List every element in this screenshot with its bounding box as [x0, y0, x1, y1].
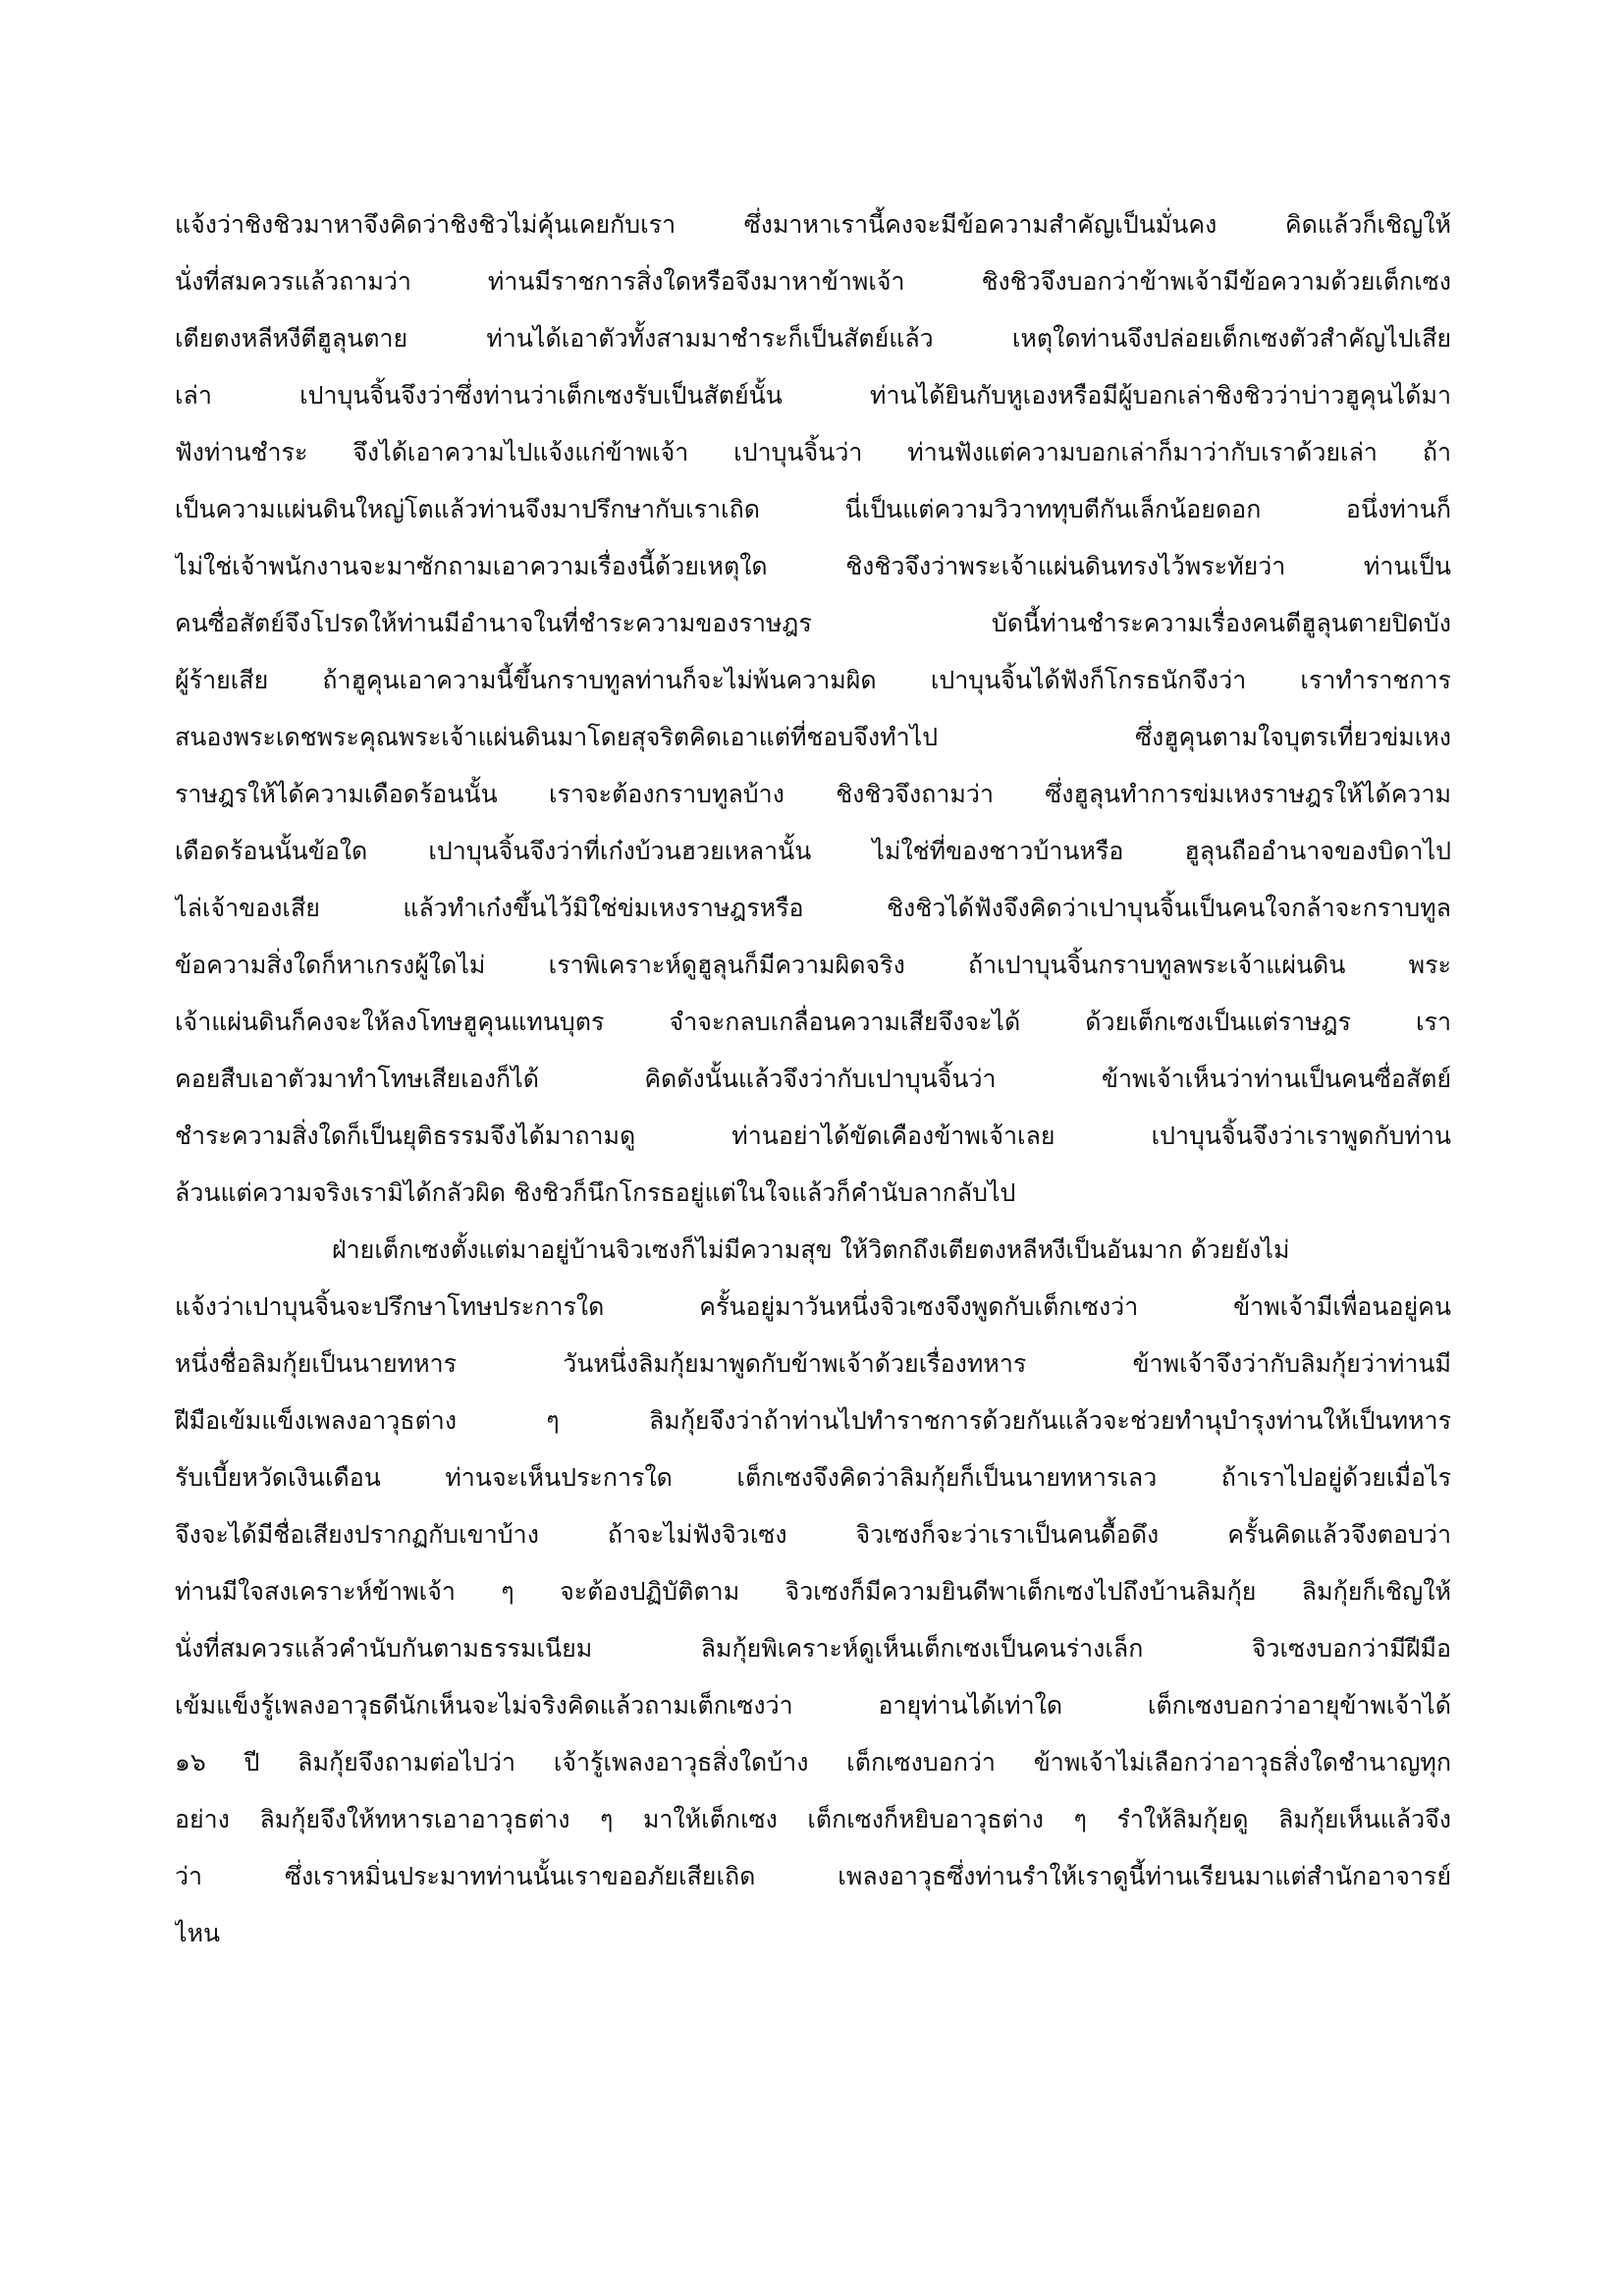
text-line: ชำระความสิ่งใดก็เป็นยุติธรรมจึงได้มาถามดู ท่านอย่าได้ขัดเคืองข้าพเจ้าเลย เปาบุนจิ้นจึงว่าเราพูดกับท่าน [175, 1121, 1451, 1150]
text-line: เข้มแข็งรู้เพลงอาวุธดีนักเห็นจะไม่จริงคิดแล้วถามเต็กเซงว่า อายุท่านได้เท่าใด เต็กเซงบอกว่าอายุข้าพเจ้าได้ [175, 1691, 1451, 1720]
text-line: ไล่เจ้าของเสีย แล้วทำเก๋งขึ้นไว้มิใช่ข่มเหงราษฎรหรือ ชิงชิวได้ฟังจึงคิดว่าเปาบุนจิ้นเป็นคนใจกล้าจะกราบทูล [175, 894, 1451, 922]
paragraph-end-line: ล้วนแต่ความจริงเรามิได้กลัวผิด ชิงชิวก็นึกโกรธอยู่แต่ในใจแล้วก็คำนับลากลับไป [175, 1178, 1016, 1207]
text-line: ไม่ใช่เจ้าพนักงานจะมาซักถามเอาความเรื่องนี้ด้วยเหตุใด ชิงชิวจึงว่าพระเจ้าแผ่นดินทรงไว้พระทัยว่า ท่านเป็น [175, 552, 1451, 580]
text-line: ผู้ร้ายเสีย ถ้าฮูคุนเอาความนี้ขึ้นกราบทูลท่านก็จะไม่พ้นความผิด เปาบุนจิ้นได้ฟังก็โกรธนักจึงว่า เราทำราชการ [175, 666, 1451, 694]
text-line: หนึ่งชื่อลิมกุ้ยเป็นนายทหาร วันหนึ่งลิมกุ้ยมาพูดกับข้าพเจ้าด้วยเรื่องทหาร ข้าพเจ้าจึงว่ากับลิมกุ้ยว่าท่านมี [175, 1349, 1451, 1378]
text-line: คนซื่อสัตย์จึงโปรดให้ท่านมีอำนาจในที่ชำระความของราษฎร บัดนี้ท่านชำระความเรื่องคนตีฮูลุนตายปิดบัง [175, 609, 1451, 637]
paragraph-end-line: ไหน [175, 1919, 221, 1947]
text-line: นั่งที่สมควรแล้วถามว่า ท่านมีราชการสิ่งใดหรือจึงมาหาข้าพเจ้า ชิงชิวจึงบอกว่าข้าพเจ้ามีข้อความด้วยเต็กเซง [175, 267, 1451, 296]
text-line: ราษฎรให้ได้ความเดือดร้อนนั้น เราจะต้องกราบทูลบ้าง ชิงชิวจึงถามว่า ซึ่งฮูลุนทำการข่มเหงราษฎรให้ได้ความ [175, 780, 1451, 808]
text-line: ว่า ซึ่งเราหมิ่นประมาทท่านนั้นเราขออภัยเสียเถิด เพลงอาวุธซึ่งท่านรำให้เราดูนี้ท่านเรียนมาแต่สำนักอาจารย์ [175, 1862, 1451, 1890]
text-line: จึงจะได้มีชื่อเสียงปรากฏกับเขาบ้าง ถ้าจะไม่ฟังจิวเซง จิวเซงก็จะว่าเราเป็นคนดื้อดึง ครั้นคิดแล้วจึงตอบว่า [175, 1520, 1451, 1549]
text-line: คอยสืบเอาตัวมาทำโทษเสียเองก็ได้ คิดดังนั้นแล้วจึงว่ากับเปาบุนจิ้นว่า ข้าพเจ้าเห็นว่าท่านเป็นคนซื่อสัตย์ [175, 1065, 1451, 1093]
text-line: เล่า เปาบุนจิ้นจึงว่าซึ่งท่านว่าเต็กเซงรับเป็นสัตย์นั้น ท่านได้ยินกับหูเองหรือมีผู้บอกเล่าชิงชิวว่าบ่าวฮูคุนได้มา [175, 381, 1451, 410]
text-line: ๑๖ ปี ลิมกุ้ยจึงถามต่อไปว่า เจ้ารู้เพลงอาวุธสิ่งใดบ้าง เต็กเซงบอกว่า ข้าพเจ้าไม่เลือกว่าอาวุธสิ่งใดชำนาญทุก [175, 1748, 1451, 1777]
text-line: ฝีมือเข้มแข็งเพลงอาวุธต่าง ๆ ลิมกุ้ยจึงว่าถ้าท่านไปทำราชการด้วยกันแล้วจะช่วยทำนุบำรุงท่านให้เป็นทหาร [175, 1406, 1451, 1435]
text-line: นั่งที่สมควรแล้วคำนับกันตามธรรมเนียม ลิมกุ้ยพิเคราะห์ดูเห็นเต็กเซงเป็นคนร่างเล็ก จิวเซงบอกว่ามีฝีมือ [175, 1634, 1451, 1663]
body-text [175, 196, 1451, 1962]
text-line: เดือดร้อนนั้นข้อใด เปาบุนจิ้นจึงว่าที่เก๋งบ้วนฮวยเหลานั้น ไม่ใช่ที่ของชาวบ้านหรือ ฮูลุนถืออำนาจของบิดาไป [175, 837, 1451, 865]
text-line: ฟังท่านชำระ จึงได้เอาความไปแจ้งแก่ข้าพเจ้า เปาบุนจิ้นว่า ท่านฟังแต่ความบอกเล่าก็มาว่ากับเราด้วยเล่า ถ้า [175, 438, 1451, 466]
text-line: อย่าง ลิมกุ้ยจึงให้ทหารเอาอาวุธต่าง ๆ มาให้เต็กเซง เต็กเซงก็หยิบอาวุธต่าง ๆ รำให้ลิมกุ้ยดู ลิมกุ้ยเห็นแล้วจึง [175, 1805, 1451, 1833]
text-line: ท่านมีใจสงเคราะห์ข้าพเจ้า ๆ จะต้องปฏิบัติตาม จิวเซงก็มีความยินดีพาเต็กเซงไปถึงบ้านลิมกุ้ย ลิมกุ้ยก็เชิญให้ [175, 1577, 1451, 1606]
text-line: แจ้งว่าเปาบุนจิ้นจะปรึกษาโทษประการใด ครั้นอยู่มาวันหนึ่งจิวเซงจึงพูดกับเต็กเซงว่า ข้าพเจ้ามีเพื่อนอยู่คน [175, 1292, 1451, 1321]
text-line: ข้อความสิ่งใดก็หาเกรงผู้ใดไม่ เราพิเคราะห์ดูฮูลุนก็มีความผิดจริง ถ้าเปาบุนจิ้นกราบทูลพระเจ้าแผ่นดิน พระ [175, 951, 1451, 979]
text-line: เจ้าแผ่นดินก็คงจะให้ลงโทษฮูคุนแทนบุตร จำจะกลบเกลื่อนความเสียจึงจะได้ ด้วยเต็กเซงเป็นแต่ราษฎร เรา [175, 1008, 1451, 1036]
text-line: แจ้งว่าชิงชิวมาหาจึงคิดว่าชิงชิวไม่คุ้นเคยกับเรา ซึ่งมาหาเรานี้คงจะมีข้อความสำคัญเป็นมั่นคง คิดแล้วก็เชิญให้ [175, 210, 1451, 239]
paragraph-first-line: ฝ่ายเต็กเซงตั้งแต่มาอยู่บ้านจิวเซงก็ไม่มีความสุข ให้วิตกถึงเตียตงหลีหงีเป็นอันมาก ด้วยยังไม่ [332, 1235, 1290, 1264]
text-line: เตียตงหลีหงีตีฮูลุนตาย ท่านได้เอาตัวทั้งสามมาชำระก็เป็นสัตย์แล้ว เหตุใดท่านจึงปล่อยเต็กเซงตัวสำคัญไปเสีย [175, 324, 1451, 353]
text-line: เป็นความแผ่นดินใหญ่โตแล้วท่านจึงมาปรึกษากับเราเถิด นี่เป็นแต่ความวิวาททุบตีกันเล็กน้อยดอก อนึ่งท่านก็ [175, 495, 1451, 523]
text-line: รับเบี้ยหวัดเงินเดือน ท่านจะเห็นประการใด เต็กเซงจึงคิดว่าลิมกุ้ยก็เป็นนายทหารเลว ถ้าเราไปอยู่ด้วยเมื่อไร [175, 1463, 1451, 1492]
text-line: สนองพระเดชพระคุณพระเจ้าแผ่นดินมาโดยสุจริตคิดเอาแต่ที่ชอบจึงทำไป ซึ่งฮูคุนตามใจบุตรเที่ยวข่มเหง [175, 723, 1451, 751]
